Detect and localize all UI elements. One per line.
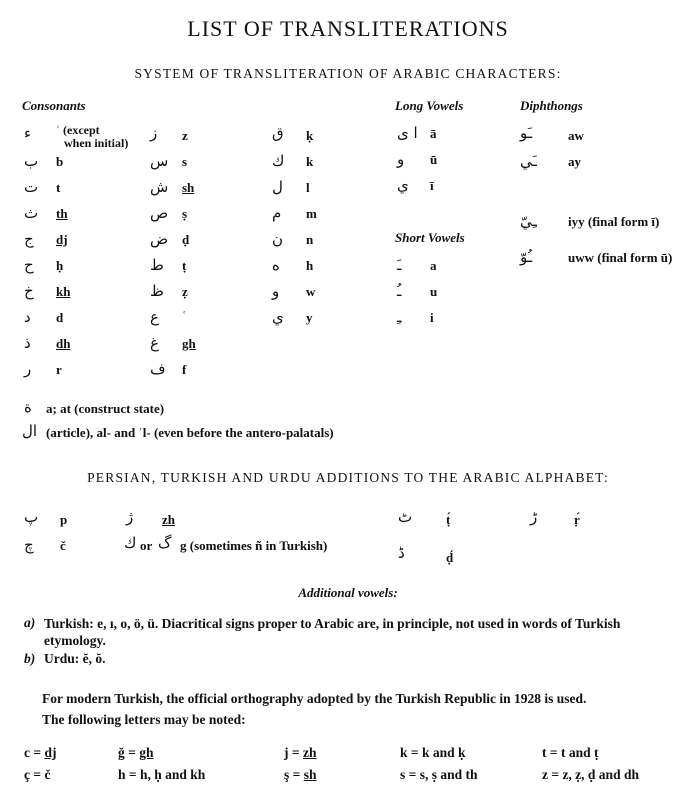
article-letters: ال (22, 422, 38, 440)
consonant-translit: w (306, 284, 316, 299)
consonant-letter: ح (24, 256, 34, 274)
consonant-letter: س (150, 152, 169, 170)
long-vowel-translit: ī (430, 178, 434, 193)
note-left: ç = (24, 767, 42, 782)
addition-letter: ك (124, 534, 137, 552)
short-vowel-sign: ـَ (397, 256, 402, 274)
consonant-translit: sh (182, 180, 195, 195)
diphthong-letters: ـِيّ (520, 212, 537, 230)
note-left: k = (400, 745, 419, 760)
consonant-translit: y (306, 310, 313, 325)
consonant-translit: d (56, 310, 64, 325)
note-right: dj (44, 745, 57, 760)
consonant-letter: ض (150, 230, 169, 248)
consonant-letter: ج (24, 230, 34, 248)
article-text: (article), al- and ʾl- (even before the antero-palatals) (46, 425, 334, 440)
note-right: z, ẓ, ḍ and dh (562, 767, 639, 782)
modern-turkish-line-1: For modern Turkish, the official orthography adopted by the Turkish Republic in 1928 is used. (42, 691, 587, 706)
consonant-translit: l (306, 180, 310, 195)
consonant-translit: dh (56, 336, 71, 351)
consonant-translit: ẓ (182, 284, 188, 299)
consonant-letter: ل (272, 178, 283, 196)
diphthong-letters: ـَي (520, 152, 537, 170)
consonant-letter: ع (150, 308, 159, 326)
note-left: ğ = (118, 745, 136, 760)
consonant-letter: ء (24, 124, 32, 142)
addition-letter: پ (24, 508, 39, 526)
note-left: h = (118, 767, 137, 782)
consonant-translit: h (306, 258, 314, 273)
consonant-translit: z (182, 128, 188, 143)
addition-translit: ṛ́ (574, 512, 580, 527)
diphthong-translit: ay (568, 154, 581, 169)
short-vowel-translit: u (430, 284, 438, 299)
consonant-letter: ر (24, 360, 32, 378)
consonants-heading: Consonants (22, 98, 86, 113)
note-left: ş = (284, 767, 301, 782)
note-left: j = (284, 745, 300, 760)
additional-vowels-heading: Additional vowels: (298, 585, 398, 600)
consonant-letter: ق (272, 124, 284, 142)
addition-letter: چ (24, 536, 34, 554)
addition-letter: ڈ (398, 544, 405, 562)
addition-or: or (140, 538, 153, 553)
addition-letter: گ (158, 534, 172, 552)
note-right: zh (302, 745, 317, 760)
consonant-translit: ḍ (182, 232, 190, 247)
consonant-letter: ص (150, 204, 169, 222)
short-vowel-sign: ـُ (397, 282, 402, 300)
consonant-letter: ه (272, 256, 280, 274)
addition-translit: zh (162, 512, 175, 527)
note-right: t and ṭ (560, 745, 599, 760)
consonant-translit: gh (182, 336, 196, 351)
diphthong-letters: ـَو (520, 124, 533, 142)
addition-translit: č (60, 538, 66, 553)
addition-letter: ڑ (530, 508, 538, 526)
short-vowel-sign: ـِ (397, 308, 402, 326)
diphthong-letters: ـُوّ (520, 248, 533, 266)
consonant-letter: ذ (24, 334, 31, 352)
short-vowel-translit: i (430, 310, 434, 325)
consonant-translit: ḥ (56, 258, 64, 273)
consonant-translit: ḳ (306, 128, 314, 143)
consonant-translit: r (56, 362, 62, 377)
addition-translit: ṭ́ (446, 512, 451, 527)
consonant-letter: ط (150, 256, 164, 274)
long-vowel-letter: ا ى (397, 124, 418, 142)
consonant-translit: n (306, 232, 314, 247)
consonant-letter: خ (24, 282, 34, 300)
consonant-translit: ʾ (except (56, 123, 100, 137)
note-left: s = (400, 767, 417, 782)
turkish-vowels-text: Turkish: e, ı, o, ö, ü. Diacritical signs proper to Arabic are, in principle, not used in words of Turkish etymology. (44, 616, 621, 648)
consonant-translit: kh (56, 284, 71, 299)
consonant-translit: ʿ (182, 308, 187, 323)
note-right: gh (139, 745, 154, 760)
long-vowel-letter: ي (397, 176, 409, 194)
consonant-letter: م (272, 204, 282, 222)
note-left: z = (542, 767, 560, 782)
note-right: k and ḳ (421, 745, 466, 760)
note-left: t = (542, 745, 558, 760)
consonant-translit: k (306, 154, 314, 169)
consonant-translit: ṭ (182, 258, 187, 273)
diphthong-translit: iyy (final form ī) (568, 214, 660, 229)
long-vowel-translit: ā (430, 126, 437, 141)
consonant-letter: ي (272, 308, 284, 326)
note-right: sh (303, 767, 317, 782)
addition-translit: ḍ́ (446, 550, 454, 565)
consonant-letter: غ (150, 334, 159, 352)
consonant-translit: t (56, 180, 61, 195)
diphthong-translit: uww (final form ū) (568, 250, 673, 265)
consonant-translit-note: when initial) (64, 136, 129, 150)
consonant-translit: f (182, 362, 187, 377)
note-right: č (44, 767, 51, 782)
short-vowel-translit: a (430, 258, 437, 273)
consonant-translit: b (56, 154, 64, 169)
diphthong-translit: aw (568, 128, 584, 143)
addition-translit: p (60, 512, 68, 527)
consonant-translit: th (56, 206, 68, 221)
urdu-label: b) (24, 651, 36, 666)
consonant-letter: د (24, 308, 31, 326)
consonant-letter: ن (272, 230, 284, 248)
turkish-label: a) (24, 615, 36, 630)
long-vowel-translit: ū (430, 152, 438, 167)
modern-turkish-line-2: The following letters may be noted: (42, 712, 246, 727)
short-vowels-heading: Short Vowels (395, 230, 465, 245)
consonant-letter: ز (150, 124, 158, 142)
consonant-translit: m (306, 206, 317, 221)
note-right: h, ḥ and kh (139, 767, 206, 782)
consonant-letter: ظ (150, 282, 164, 300)
consonant-letter: ش (150, 178, 169, 196)
page-title: LIST OF TRANSLITERATIONS (187, 16, 509, 41)
consonant-translit: dj (56, 232, 68, 247)
consonant-letter: و (272, 282, 280, 300)
diphthongs-heading: Diphthongs (520, 98, 583, 113)
arabic-system-heading: SYSTEM OF TRANSLITERATION OF ARABIC CHARACTERS: (134, 66, 562, 81)
urdu-vowels-text: Urdu: ĕ, ŏ. (44, 651, 106, 666)
long-vowels-heading: Long Vowels (395, 98, 464, 113)
addition-letter: ٹ (398, 508, 413, 526)
consonant-letter: ك (272, 152, 285, 170)
consonant-translit: s (182, 154, 188, 169)
note-right: s, ṣ and th (419, 767, 478, 782)
consonant-letter: ث (24, 204, 39, 222)
addition-letter: ژ (126, 508, 134, 526)
consonant-letter: ب (24, 152, 39, 170)
ta-marbuta-letter: ة (24, 398, 32, 416)
ta-marbuta-text: a; at (construct state) (46, 401, 165, 416)
consonant-translit: ṣ (182, 206, 188, 221)
consonant-letter: ف (150, 360, 166, 378)
addition-translit: g (sometimes ñ in Turkish) (180, 538, 328, 553)
note-left: c = (24, 745, 42, 760)
consonant-letter: ت (24, 178, 39, 196)
long-vowel-letter: و (397, 150, 405, 168)
persian-additions-heading: PERSIAN, TURKISH AND URDU ADDITIONS TO THE ARABIC ALPHABET: (87, 470, 609, 485)
